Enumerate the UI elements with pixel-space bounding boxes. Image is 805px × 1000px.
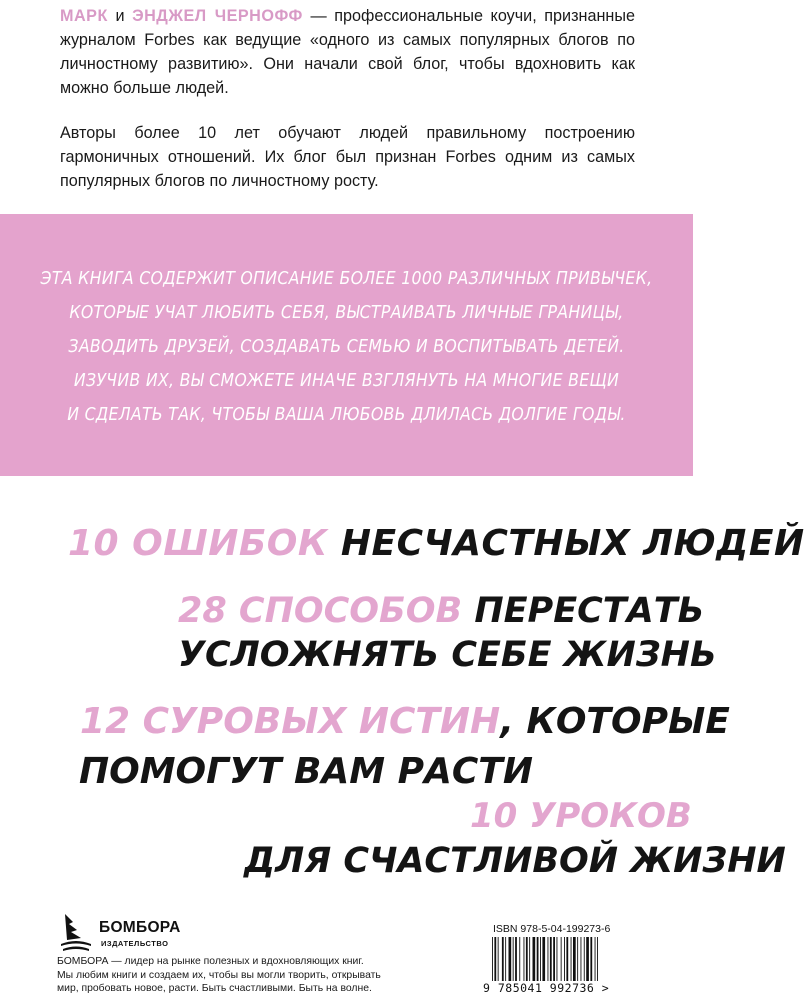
barcode-bar [548, 937, 549, 981]
tagline-line: Мы любим книги и создаем их, чтобы вы могли творить, открывать [57, 969, 381, 981]
barcode-bar [561, 937, 562, 981]
barcode-bar [515, 937, 517, 981]
bombora-logo-icon [57, 910, 95, 954]
barcode-bar [494, 937, 496, 981]
barcode-bar [513, 937, 514, 981]
description-line: И СДЕЛАТЬ ТАК, ЧТОБЫ ВАША ЛЮБОВЬ ДЛИЛАСЬ ДОЛГИЕ ГОДЫ. [67, 405, 626, 425]
publisher-logo [57, 910, 187, 954]
barcode [492, 937, 634, 981]
barcode-bar [595, 937, 596, 981]
barcode-bar [502, 937, 504, 981]
author-name-2: ЭНДЖЕЛ ЧЕРНОФФ [132, 7, 303, 25]
barcode-bar [581, 937, 582, 981]
headline-mistakes-black: НЕСЧАСТНЫХ ЛЮДЕЙ [340, 523, 805, 564]
barcode-bar [524, 937, 525, 981]
barcode-bar [573, 937, 576, 981]
barcode-bar [533, 937, 536, 981]
barcode-bar [529, 937, 530, 981]
description-line: ЭТА КНИГА СОДЕРЖИТ ОПИСАНИЕ БОЛЕЕ 1000 РАЗЛИЧНЫХ ПРИВЫЧЕК, [40, 269, 653, 289]
barcode-bar [597, 937, 598, 981]
headline-truths [80, 701, 730, 742]
headline-ways-line2: УСЛОЖНЯТЬ СЕБЕ ЖИЗНЬ [178, 635, 717, 675]
barcode-bar [498, 937, 499, 981]
barcode-bar [492, 937, 493, 981]
intro-and: и [115, 7, 125, 25]
barcode-bar [566, 937, 568, 981]
publisher-tagline [57, 955, 417, 996]
headline-truths-pink: 12 СУРОВЫХ ИСТИН [80, 701, 501, 742]
barcode-bar [526, 937, 528, 981]
barcode-bar [553, 937, 555, 981]
publisher-name: БОМБОРА [99, 919, 181, 936]
author-intro [60, 4, 635, 193]
description-line: ИЗУЧИВ ИХ, ВЫ СМОЖЕТЕ ИНАЧЕ ВЗГЛЯНУТЬ НА МНОГИЕ ВЕЩИ [73, 371, 620, 391]
barcode-bar [557, 937, 558, 981]
barcode-bar [586, 937, 589, 981]
barcode-bar [550, 937, 552, 981]
isbn-label: ISBN 978-5-04-199273-6 [493, 923, 611, 935]
headline-ways [178, 591, 705, 631]
barcode-bar [584, 937, 585, 981]
tagline-line: мир, пробовать новое, расти. Быть счастливыми. Быть на волне. [57, 983, 372, 995]
description-line: ЗАВОДИТЬ ДРУЗЕЙ, СОЗДАВАТЬ СЕМЬЮ И ВОСПИТЫВАТЬ ДЕТЕЙ. [68, 337, 625, 357]
headline-truths-black: , КОТОРЫЕ [500, 701, 730, 742]
barcode-bar [590, 937, 592, 981]
headline-mistakes [68, 523, 805, 564]
barcode-bar [509, 937, 512, 981]
intro-para1-text: — профессиональные коучи, признанные журналом Forbes как ведущие «одного из самых популярных блогов по личностному развитию». Они начали свой блог, чтобы вдохновить как можно больше людей. [60, 7, 635, 97]
barcode-bar [540, 937, 541, 981]
barcode-bar [505, 937, 506, 981]
barcode-digits: 9 785041 992736 > [483, 981, 610, 995]
barcode-bar [564, 937, 565, 981]
barcode-bar [537, 937, 539, 981]
barcode-bar [577, 937, 578, 981]
barcode-bar [571, 937, 572, 981]
barcode-bar [542, 937, 545, 981]
intro-paragraph-1 [60, 4, 635, 100]
headline-ways-black: ПЕРЕСТАТЬ [474, 591, 705, 631]
author-name-1: МАРК [60, 7, 108, 25]
tagline-line: БОМБОРА — лидер на рынке полезных и вдохновляющих книг. [57, 956, 364, 967]
description-band [0, 214, 693, 476]
publisher-sub: ИЗДАТЕЛЬСТВО [101, 939, 169, 948]
headline-lessons-pink: 10 УРОКОВ [470, 796, 692, 836]
description-text [0, 262, 693, 432]
headline-lessons-line2: ДЛЯ СЧАСТЛИВОЙ ЖИЗНИ [244, 841, 786, 881]
barcode-bar [519, 937, 520, 981]
description-line: КОТОРЫЕ УЧАТ ЛЮБИТЬ СЕБЯ, ВЫСТРАИВАТЬ ЛИЧНЫЕ ГРАНИЦЫ, [69, 303, 624, 323]
headline-mistakes-pink: 10 ОШИБОК [68, 523, 328, 564]
intro-paragraph-2: Авторы более 10 лет обучают людей правильному построению гармоничных отношений. Их блог был признан Forbes одним из самых популярных блогов по личностному росту. [60, 124, 635, 190]
headline-ways-pink: 28 СПОСОБОВ [178, 591, 463, 631]
headline-truths-line2: ПОМОГУТ ВАМ РАСТИ [79, 751, 533, 792]
